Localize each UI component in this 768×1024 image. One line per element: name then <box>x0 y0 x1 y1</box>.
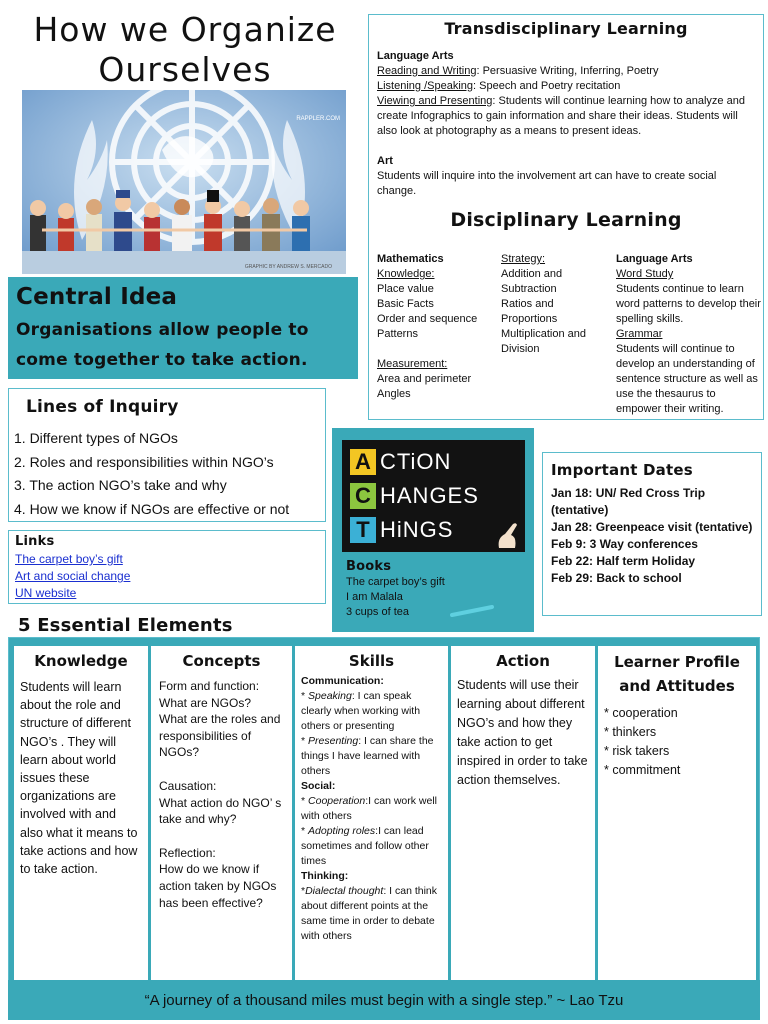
ee-skills-dialectal: *Dialectal thought: I can think about different points at the same time in order to debate with others <box>301 885 438 942</box>
ee-learner-title-line1: Learner Profile <box>614 653 740 671</box>
ee-skills-speaking-label: Speaking <box>308 690 352 702</box>
ee-learner-item: * cooperation <box>604 706 678 720</box>
link-carpet-boys-gift[interactable]: The carpet boy’s gift <box>15 552 123 566</box>
trans-viewing-presenting <box>377 94 755 139</box>
act-word-things: HiNGS <box>380 517 454 542</box>
ee-skills-social: Social: <box>301 780 336 792</box>
disc-grammar-text: Students will continue to develop an understanding of sentence structure as well as use the thesaurus to empower their writing. <box>616 343 758 415</box>
ee-skills-dial-label: Dialectal thought <box>305 885 384 897</box>
lines-of-inquiry-panel <box>8 388 326 522</box>
disc-strategy-item: Division <box>501 343 540 355</box>
trans-art-heading: Art <box>377 155 393 167</box>
books-heading: Books <box>346 559 392 574</box>
learning-panel <box>368 14 764 420</box>
link-art-and-social-change[interactable]: Art and social change <box>15 569 131 583</box>
ee-skills-roles: * Adopting roles:I can lead sometimes and follow other times <box>301 825 429 867</box>
ee-action-title: Action <box>496 652 550 670</box>
trans-ls-label: Listening /Speaking <box>377 80 474 92</box>
act-row <box>350 482 479 510</box>
date-item: Feb 9: 3 Way conferences <box>551 537 698 551</box>
disc-knowledge-item: Place value <box>377 283 434 295</box>
disc-measurement-item: Angles <box>377 388 411 400</box>
ee-concepts-line: Reflection: <box>159 845 216 860</box>
central-idea-heading: Central Idea <box>16 284 178 310</box>
act-row <box>350 448 451 476</box>
trans-vp-text: : Students will continue learning how to analyze and create Infographics to gain information and share their ideas. Students will also look at photography as a means to present ideas. <box>377 95 745 137</box>
ee-learner-list <box>604 704 750 780</box>
ee-skills-title: Skills <box>348 652 395 670</box>
ee-concepts-line: What action do NGO’ s take and why? <box>159 795 282 827</box>
disc-strategy-item: Subtraction <box>501 283 557 295</box>
act-row <box>350 516 453 544</box>
act-word-action: CTiON <box>380 449 452 474</box>
links-heading: Links <box>15 534 55 549</box>
ee-learner-item: * thinkers <box>604 725 657 739</box>
disc-grammar-label: Grammar <box>616 328 663 340</box>
ee-concepts-line: Form and function: <box>159 679 260 693</box>
ee-skills-roles-text: :I can lead sometimes and follow other times <box>301 825 429 867</box>
important-dates-panel <box>542 452 762 616</box>
ee-skills-dial-text: : I can think about different points at the same time in order to debate with others <box>301 885 438 942</box>
page-title-line1: How we Organize <box>33 10 337 49</box>
ee-skills-thinking: Thinking: <box>301 870 349 882</box>
hand-chalk-icon <box>493 520 521 550</box>
disc-knowledge-item: Order and sequence <box>377 313 478 325</box>
trans-rw-text: : Persuasive Writing, Inferring, Poetry <box>476 65 659 77</box>
ee-skills-speaking-text: : I can speak clearly when working with others or presenting <box>301 690 421 732</box>
disciplinary-heading: Disciplinary Learning <box>450 209 682 231</box>
trans-lang-heading: Language Arts <box>377 50 454 62</box>
ee-concepts-line: What are NGOs? <box>159 695 252 710</box>
inquiry-item: 3. The action NGO’s take and why <box>14 477 227 493</box>
ee-concepts-line: Causation: <box>159 778 217 793</box>
central-idea-text: Organisations allow people to come together to take action. <box>16 320 309 370</box>
lines-of-inquiry-heading: Lines of Inquiry <box>26 397 179 417</box>
inquiry-item: 1. Different types of NGOs <box>14 430 178 446</box>
disciplinary-math-column <box>377 252 497 402</box>
page-title-line2: Ourselves <box>98 50 272 89</box>
transdisciplinary-heading: Transdisciplinary Learning <box>444 19 688 38</box>
ee-skills-column <box>295 646 448 980</box>
disc-strategy-label: Strategy: <box>501 253 546 265</box>
quote-bar <box>8 980 760 1020</box>
disc-strategy-item: Proportions <box>501 313 558 325</box>
disc-measurement-label: Measurement: <box>377 358 448 370</box>
ee-skills-speaking: * Speaking: I can speak clearly when working with others or presenting <box>301 690 421 732</box>
disc-knowledge-item: Basic Facts <box>377 298 434 310</box>
trans-reading-writing <box>377 64 755 79</box>
date-item: Jan 18: UN/ Red Cross Trip (tentative) <box>551 486 706 517</box>
disc-lang-heading: Language Arts <box>616 253 693 265</box>
trans-rw-label: Reading and Writing <box>377 65 477 77</box>
book-item: 3 cups of tea <box>346 606 409 618</box>
books-list <box>346 558 445 620</box>
date-item: Feb 22: Half term Holiday <box>551 554 696 568</box>
ee-skills-comm: Communication: <box>301 675 384 687</box>
ee-skills-presenting-text: : I can share the things I have learned with others <box>301 735 434 777</box>
book-item: I am Malala <box>346 591 403 603</box>
disc-math-heading: Mathematics <box>377 253 444 265</box>
ee-skills-coop-label: Cooperation <box>308 795 366 807</box>
ee-concepts-title: Concepts <box>182 652 261 670</box>
links-panel <box>8 530 326 604</box>
transdisciplinary-body <box>377 49 755 199</box>
ee-skills-body <box>301 674 442 944</box>
books-panel <box>332 428 534 632</box>
trans-art-text: Students will inquire into the involvement art can have to create social change. <box>377 170 717 197</box>
important-dates-list <box>551 485 753 587</box>
act-letter-c: C <box>350 483 376 509</box>
ee-learner-column <box>598 646 756 980</box>
inquiry-item: 2. Roles and responsibilities within NGO’s <box>14 453 274 470</box>
trans-vp-label: Viewing and Presenting <box>377 95 493 107</box>
inquiry-item: 4. How we know if NGOs are effective or not <box>14 500 290 517</box>
act-letter-t: T <box>350 517 376 543</box>
ee-concepts-line: What are the roles and responsibilities of NGOs? <box>159 712 281 760</box>
date-item: Feb 29: Back to school <box>551 571 682 585</box>
banner-image <box>22 90 346 274</box>
trans-listening-speaking <box>377 79 755 94</box>
ee-skills-presenting: * Presenting: I can share the things I have learned with others <box>301 735 434 777</box>
trans-ls-text: : Speech and Poetry recitation <box>473 80 621 92</box>
ee-knowledge-title: Knowledge <box>34 652 128 670</box>
ee-action-text: Students will use their learning about different NGO’s and how they take action to get inspired in order to take action themselves. <box>457 678 588 787</box>
ee-skills-presenting-label: Presenting <box>308 735 359 747</box>
book-item: The carpet boy’s gift <box>346 576 445 588</box>
important-dates-heading: Important Dates <box>551 461 693 479</box>
ee-skills-coop-text: :I can work well with others <box>301 795 438 822</box>
ee-learner-item: * risk takers <box>604 744 670 758</box>
date-item: Jan 28: Greenpeace visit (tentative) <box>551 520 753 534</box>
ee-skills-coop: * Cooperation:I can work well with others <box>301 795 438 822</box>
disc-measurement-item: Area and perimeter <box>377 373 472 385</box>
quote-text: “A journey of a thousand miles must begin with a single step.” ~ Lao Tzu <box>144 991 624 1009</box>
essential-elements-heading: 5 Essential Elements <box>18 615 233 636</box>
ee-skills-roles-label: Adopting roles <box>308 825 376 837</box>
disc-strategy-item: Multiplication and <box>501 328 586 340</box>
essential-elements-panel <box>8 637 760 981</box>
ee-concepts-line: How do we know if action taken by NGOs has been effective? <box>159 862 277 910</box>
ee-concepts-column <box>151 646 292 980</box>
banner-credit: GRAPHIC BY ANDREW S. MERCADO <box>244 264 332 270</box>
chalk-stroke-icon <box>450 604 494 618</box>
disc-knowledge-item: Patterns <box>377 328 418 340</box>
ee-learner-title-line2: and Attitudes <box>619 677 735 695</box>
disc-word-study-label: Word Study <box>616 268 674 280</box>
ee-action-column <box>451 646 595 980</box>
disciplinary-language-column <box>616 252 762 417</box>
lines-of-inquiry-list <box>14 427 320 521</box>
ee-knowledge-column <box>14 646 148 980</box>
ee-concepts-body <box>159 678 284 911</box>
act-word-changes: HANGES <box>380 483 479 508</box>
act-poster <box>342 440 525 552</box>
disc-word-study-text: Students continue to learn word patterns to develop their spelling skills. <box>616 283 761 325</box>
central-idea-panel <box>8 277 358 379</box>
page-title <box>12 10 358 90</box>
disciplinary-strategy-column <box>501 252 611 357</box>
disc-strategy-item: Ratios and <box>501 298 554 310</box>
banner-watermark: RAPPLER.COM <box>296 116 340 122</box>
ee-learner-item: * commitment <box>604 763 681 777</box>
disc-strategy-item: Addition and <box>501 268 563 280</box>
link-un-website[interactable]: UN website <box>15 586 77 600</box>
ee-knowledge-text: Students will learn about the role and structure of different NGO’s . They will learn about world issues these organizations are involved with and also what it means to take actions and how to take action. <box>20 680 138 877</box>
act-letter-a: A <box>350 449 376 475</box>
disc-knowledge-label: Knowledge: <box>377 268 435 280</box>
